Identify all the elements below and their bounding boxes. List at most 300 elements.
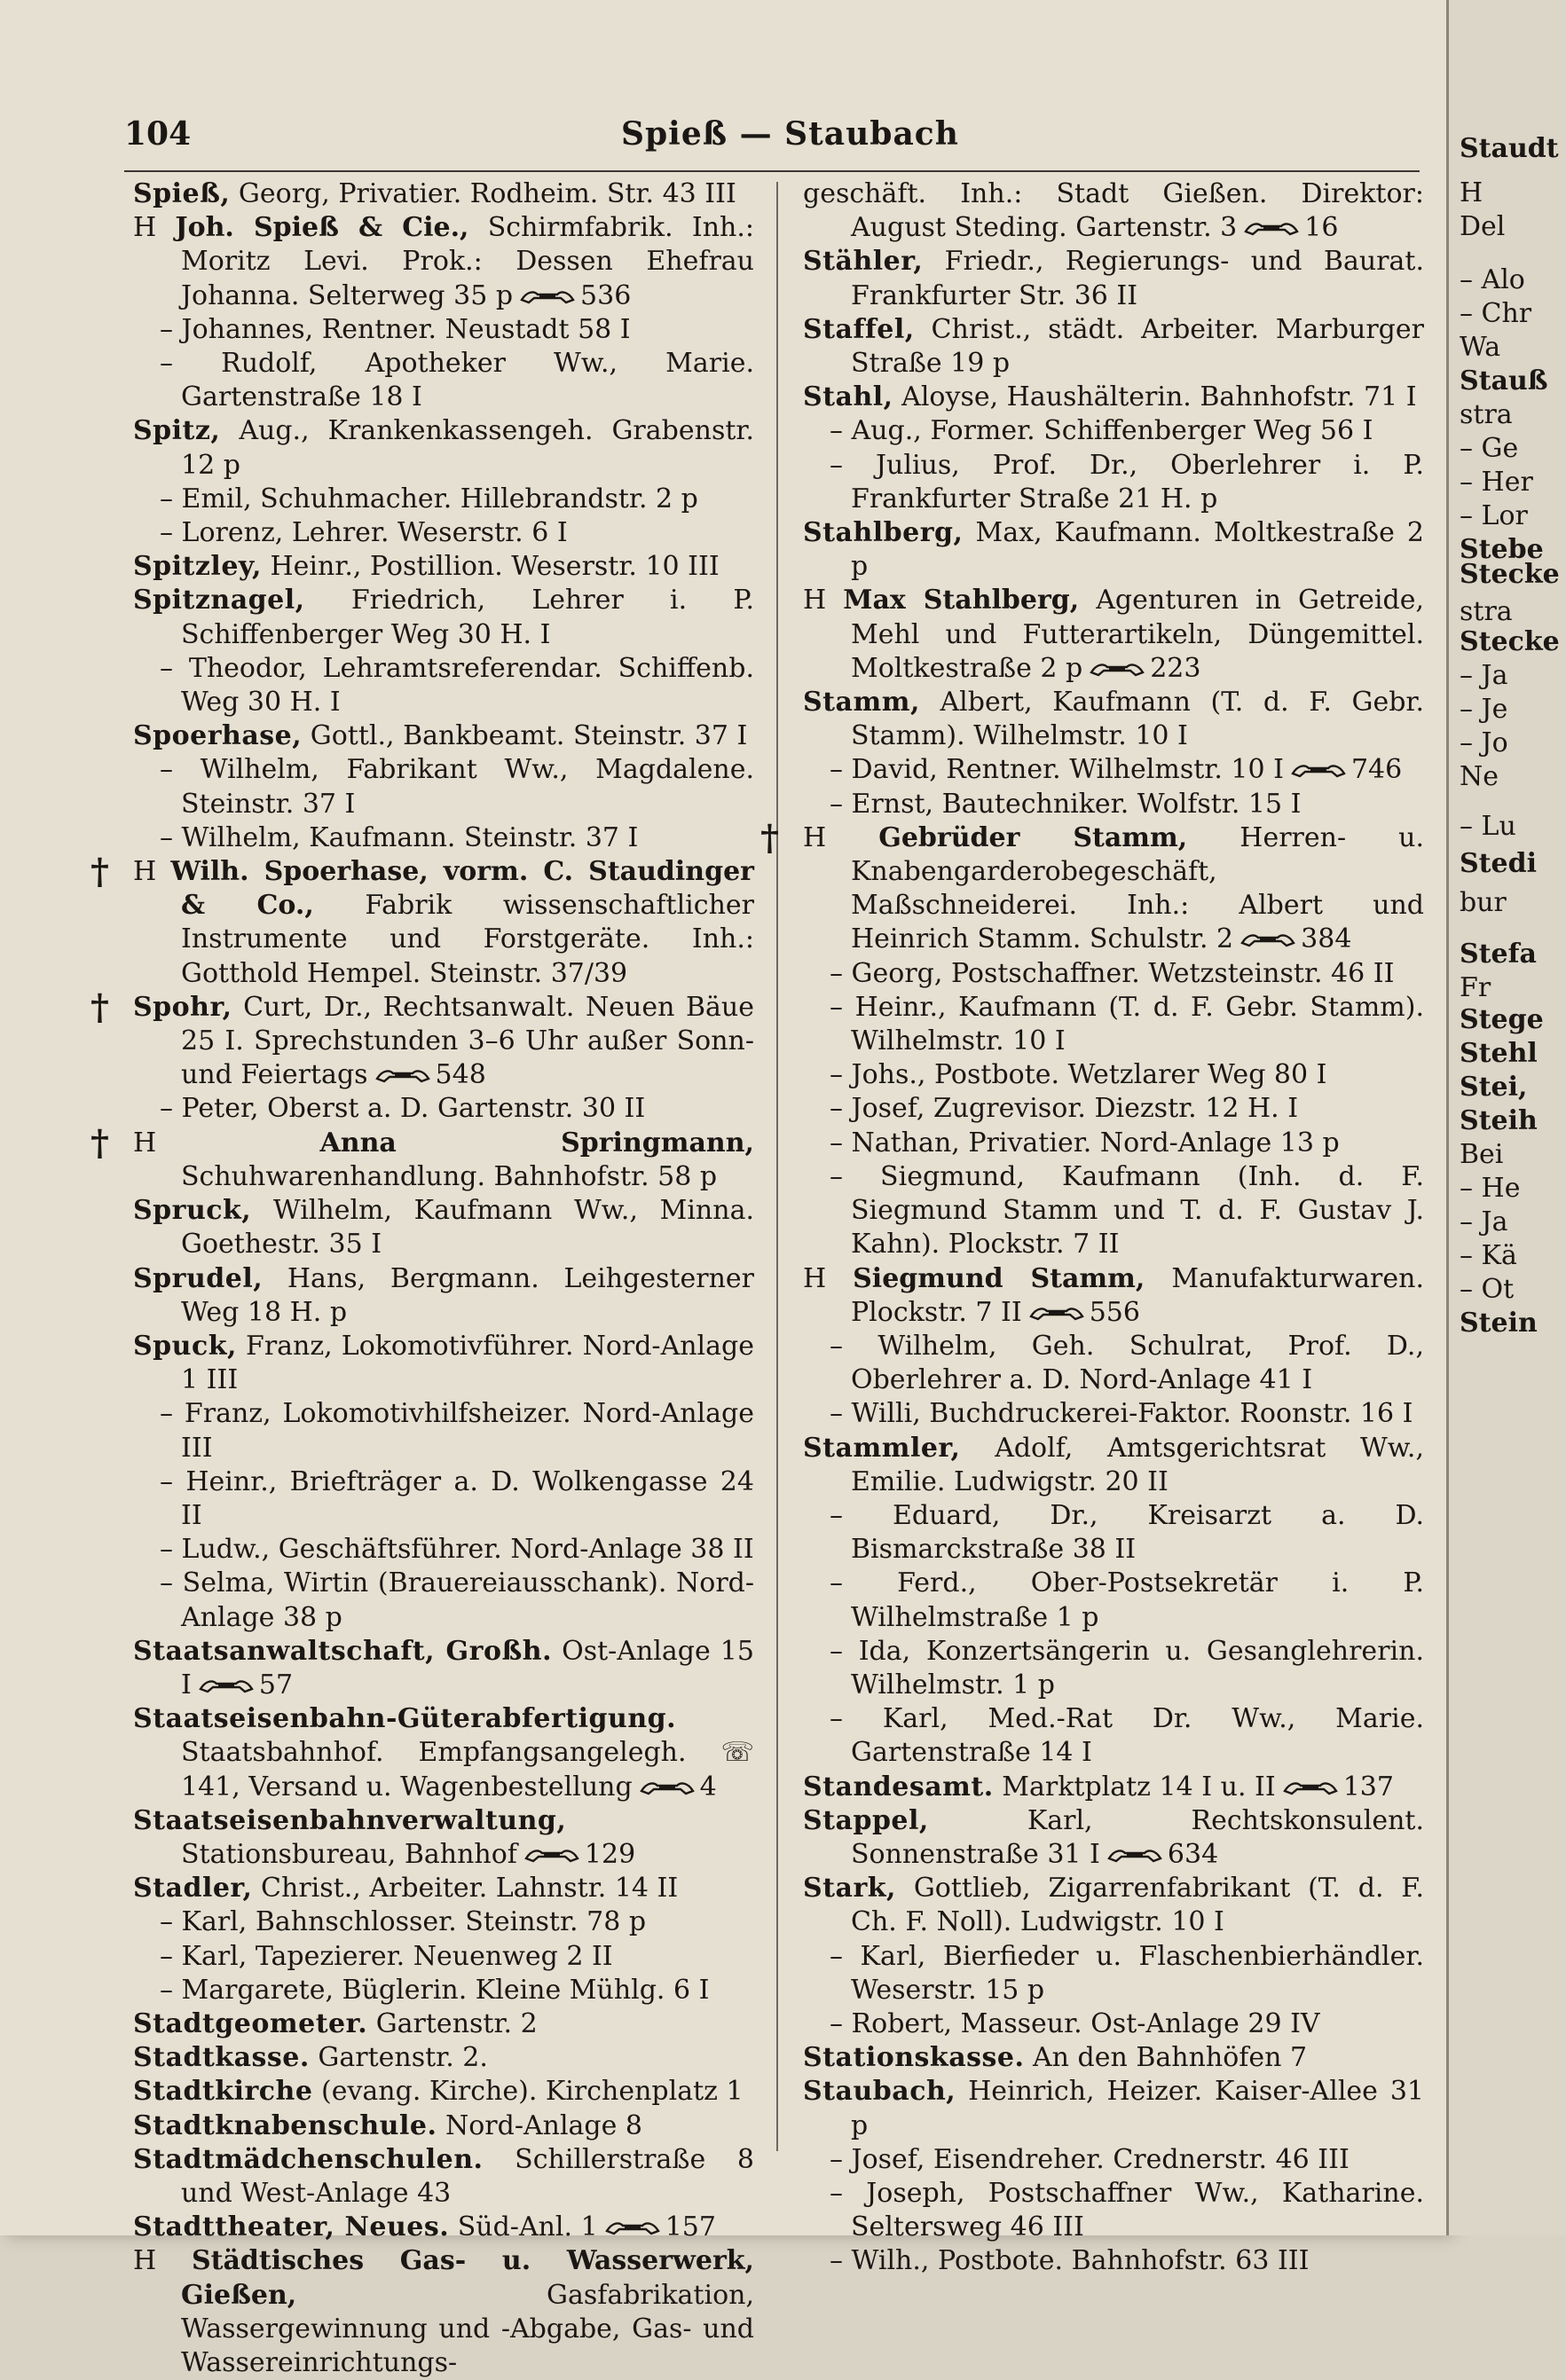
commercial-register-marker: H <box>803 1262 827 1294</box>
ditto-dash: – <box>830 1567 843 1599</box>
adjacent-page-fragment: bur <box>1460 887 1507 918</box>
directory-entry <box>90 1121 754 1194</box>
right-column <box>760 177 1424 2279</box>
entry-details: Johs., Postbote. Wetzlarer Weg 80 I <box>851 1059 1327 1091</box>
directory-entry <box>803 584 1424 686</box>
entry-details: Fabrik wissenschaftlicher Instrumente und Forstgeräte. Inh.: Gotthold Hempel. Steinstr. 37/39 <box>181 890 754 989</box>
firm-name: Städtisches Gas- u. Wasserwerk, Gießen, <box>181 2245 754 2311</box>
adjacent-page-fragment: – Chr <box>1460 298 1532 329</box>
phone-number: 223 <box>1150 652 1201 684</box>
ditto-dash: – <box>160 1567 173 1599</box>
directory-entry <box>90 986 754 1093</box>
entry-details: Siegmund, Kaufmann (Inh. d. F. Siegmund Stamm und T. d. F. Gustav J. Kahn). Plockstr. 7 II <box>851 1160 1424 1261</box>
ditto-dash: – <box>830 991 843 1023</box>
entry-surname: Spruck, <box>133 1195 252 1227</box>
directory-entry <box>803 414 1424 448</box>
entry-details: Willi, Buchdruckerei-Faktor. Roonstr. 16 I <box>851 1398 1413 1430</box>
directory-entry <box>803 991 1424 1058</box>
directory-entry <box>133 1804 754 1872</box>
ditto-dash: – <box>830 1940 843 1972</box>
entry-surname: Staatsanwaltschaft, Großh. <box>133 1635 553 1667</box>
directory-entry <box>803 1432 1424 1499</box>
entry-details: Emil, Schuhmacher. Hillebrandstr. 2 p <box>181 483 698 514</box>
telephone-handset-icon <box>524 1848 579 1864</box>
directory-entry <box>133 1330 754 1397</box>
directory-entry <box>133 2244 754 2380</box>
entry-details: Manufakturwaren. Plockstr. 7 II <box>851 1262 1424 1328</box>
adjacent-page-fragment: – Alo <box>1460 264 1525 295</box>
directory-entry <box>133 550 754 584</box>
ditto-dash: – <box>830 449 843 481</box>
directory-entry <box>803 313 1424 381</box>
entry-details: Friedr., Regierungs- und Baurat. Frankfurter Str. 36 II <box>851 246 1424 311</box>
directory-entry <box>803 1771 1424 1804</box>
ditto-dash: – <box>830 2143 843 2175</box>
ditto-dash: – <box>160 483 173 514</box>
directory-entry <box>803 788 1424 821</box>
adjacent-page-fragment: Stebe <box>1460 534 1544 565</box>
adjacent-page-fragment: – He <box>1460 1173 1521 1204</box>
entry-surname: Stadtknabenschule. <box>133 2109 437 2141</box>
adjacent-page-fragment: – Ge <box>1460 433 1519 464</box>
directory-entry <box>803 1330 1424 1397</box>
directory-entry <box>803 2244 1424 2278</box>
entry-details: Aug., Former. Schiffenberger Weg 56 I <box>851 415 1373 447</box>
firm-name: Gebrüder Stamm, <box>878 821 1188 853</box>
entry-details: Georg, Postschaffner. Wetzsteinstr. 46 II <box>851 957 1395 989</box>
entry-surname: Staubach, <box>803 2076 956 2108</box>
directory-entry <box>803 1872 1424 1939</box>
entry-details: Adolf, Amtsgerichtsrat Ww., Emilie. Ludwigstr. 20 II <box>851 1432 1424 1497</box>
telephone-handset-icon <box>605 2220 660 2236</box>
ditto-dash: – <box>160 1940 173 1972</box>
directory-entry <box>133 347 754 414</box>
phone-number: 556 <box>1089 1296 1140 1328</box>
ditto-dash: – <box>830 788 843 820</box>
directory-entry <box>803 1127 1424 1160</box>
adjacent-page-fragment: H <box>1460 177 1483 208</box>
commercial-register-marker: H <box>133 1127 157 1159</box>
firm-name: Anna Springmann, <box>319 1127 754 1159</box>
left-column <box>90 177 755 2380</box>
adjacent-page-fragment: Stei, <box>1460 1072 1528 1103</box>
entry-details: Gottlieb, Zigarrenfabrikant (T. d. F. Ch. F. Noll). Ludwigstr. 10 I <box>851 1873 1424 1938</box>
directory-entry <box>803 1499 1424 1567</box>
entry-details: Johannes, Rentner. Neustadt 58 I <box>181 313 631 345</box>
directory-entry <box>760 816 1424 957</box>
entry-details: Aloyse, Haushälterin. Bahnhofstr. 71 I <box>901 381 1417 413</box>
entry-surname: Standesamt. <box>803 1771 994 1803</box>
directory-entry <box>133 2041 754 2075</box>
directory-entry <box>803 381 1424 414</box>
directory-entry <box>133 1702 754 1804</box>
adjacent-page-fragment: – Ot <box>1460 1274 1515 1305</box>
ditto-dash: – <box>830 1398 843 1430</box>
phone-number: 137 <box>1342 1771 1394 1803</box>
handwritten-cross-mark: † <box>90 851 109 893</box>
entry-details: Staatsbahnhof. Empfangsangelegh. ☏ 141, Versand u. Wagenbestellung <box>181 1737 754 1803</box>
ditto-dash: – <box>830 1635 843 1667</box>
directory-entry <box>133 1940 754 1974</box>
entry-details: Aug., Krankenkassengeh. Grabenstr. 12 p <box>181 415 754 481</box>
entry-surname: Stark, <box>803 1873 896 1905</box>
directory-entry <box>133 1194 754 1261</box>
entry-details: Josef, Eisendreher. Crednerstr. 46 III <box>851 2143 1350 2175</box>
entry-details: Karl, Med.-Rat Dr. Ww., Marie. Gartenstraße 14 I <box>851 1703 1424 1769</box>
entry-details: Friedrich, Lehrer i. P. Schiffenberger Weg 30 H. I <box>181 585 754 650</box>
entry-surname: Stähler, <box>803 246 924 278</box>
entry-details: Ludw., Geschäftsführer. Nord-Anlage 38 II <box>181 1534 754 1566</box>
directory-entry <box>803 1702 1424 1770</box>
ditto-dash: – <box>160 348 173 380</box>
page-header <box>124 115 1420 169</box>
phone-number: 384 <box>1301 923 1352 955</box>
adjacent-page-fragment: Wa <box>1460 332 1501 363</box>
entry-surname: Stadtmädchenschulen. <box>133 2143 484 2175</box>
directory-entry <box>133 483 754 516</box>
commercial-register-marker: H <box>133 2245 157 2277</box>
entry-details: Joseph, Postschaffner Ww., Katharine. Seltersweg 46 III <box>851 2177 1424 2243</box>
phone-number: 4 <box>699 1771 717 1803</box>
directory-entry <box>133 753 754 821</box>
adjacent-page-fragment: Stege <box>1460 1004 1544 1035</box>
column-divider <box>776 182 778 2151</box>
entry-surname: Stadler, <box>133 1873 253 1905</box>
entry-surname: Stadtkirche <box>133 2076 313 2108</box>
commercial-register-marker: H <box>803 821 827 853</box>
ditto-dash: – <box>830 1127 843 1159</box>
directory-entry <box>133 177 754 211</box>
entry-surname: Stammler, <box>803 1432 961 1464</box>
entry-details: geschäft. Inh.: Stadt Gießen. Direktor: August Steding. Gartenstr. 3 <box>803 178 1424 244</box>
entry-surname: Stahl, <box>803 381 893 413</box>
telephone-handset-icon <box>1107 1848 1162 1864</box>
commercial-register-marker: H <box>133 856 157 888</box>
telephone-handset-icon <box>1291 763 1346 779</box>
adjacent-page-fragment: Steih <box>1460 1105 1538 1136</box>
adjacent-page-fragment: – Lor <box>1460 500 1528 531</box>
entry-surname: Sprudel, <box>133 1262 264 1294</box>
ditto-dash: – <box>160 1093 173 1125</box>
firm-name: Joh. Spieß & Cie., <box>175 212 469 244</box>
entry-details: Heinr., Kaufmann (T. d. F. Gebr. Stamm). Wilhelmstr. 10 I <box>851 991 1424 1057</box>
entry-surname: Stamm, <box>803 687 920 719</box>
entry-details: Agenturen in Getreide, Mehl und Futterartikeln, Düngemittel. Moltkestraße 2 p <box>851 585 1424 684</box>
ditto-dash: – <box>830 1160 843 1192</box>
entry-surname: Staatseisenbahnverwaltung, <box>133 1804 567 1836</box>
entry-details: Gartenstr. 2 <box>375 2007 538 2039</box>
entry-details: Ernst, Bautechniker. Wolfstr. 15 I <box>851 788 1302 820</box>
directory-entry <box>803 2143 1424 2177</box>
entry-surname: Staatseisenbahn-Güterabfertigung. <box>133 1703 677 1735</box>
ditto-dash: – <box>160 1906 173 1938</box>
entry-details: Heinr., Postillion. Weserstr. 10 III <box>270 551 720 583</box>
directory-entry <box>133 1872 754 1905</box>
entry-details: Josef, Zugrevisor. Diezstr. 12 H. I <box>851 1093 1299 1125</box>
adjacent-page-fragment: Ne <box>1460 761 1499 792</box>
ditto-dash: – <box>160 313 173 345</box>
entry-details: Wilh., Postbote. Bahnhofstr. 63 III <box>851 2245 1310 2277</box>
telephone-handset-icon <box>1029 1306 1084 1322</box>
entry-details: Herren- u. Knabengarderobegeschäft, Maßschneiderei. Inh.: Albert und Heinrich Stamm. Schulstr. 2 <box>851 821 1424 955</box>
adjacent-page-fragment: Stehl <box>1460 1038 1538 1069</box>
telephone-handset-icon <box>640 1780 695 1796</box>
entry-surname: Spoerhase, <box>133 720 303 752</box>
directory-entry <box>133 1262 754 1330</box>
phone-number: 16 <box>1304 212 1339 244</box>
entry-details: (evang. Kirche). Kirchenplatz 1 <box>321 2076 744 2108</box>
ditto-dash: – <box>830 2245 843 2277</box>
entry-details: Wilhelm, Geh. Schulrat, Prof. D., Oberlehrer a. D. Nord-Anlage 41 I <box>851 1330 1424 1396</box>
entry-details: Karl, Bahnschlosser. Steinstr. 78 p <box>181 1906 647 1938</box>
entry-details: Ost-Anlage 15 I <box>181 1635 754 1701</box>
entry-details: Karl, Tapezierer. Neuenweg 2 II <box>181 1940 613 1972</box>
entry-surname: Spitz, <box>133 415 221 447</box>
commercial-register-marker: H <box>133 212 157 244</box>
directory-entry <box>133 1092 754 1126</box>
adjacent-page-edge <box>1446 0 1566 2235</box>
directory-entry <box>133 1465 754 1533</box>
directory-entry <box>803 1940 1424 2007</box>
adjacent-page-fragment: Stecke <box>1460 559 1560 590</box>
directory-entry <box>803 245 1424 312</box>
entry-surname: Spuck, <box>133 1330 237 1362</box>
directory-entry <box>133 719 754 753</box>
directory-entry <box>133 821 754 855</box>
ditto-dash: – <box>160 652 173 684</box>
directory-entry <box>803 1397 1424 1431</box>
entry-details: Gottl., Bankbeamt. Steinstr. 37 I <box>310 720 748 752</box>
entry-details: Margarete, Büglerin. Kleine Mühlg. 6 I <box>181 1974 710 2006</box>
directory-entry <box>803 1092 1424 1126</box>
ditto-dash: – <box>830 415 843 447</box>
entry-surname: Spohr, <box>133 991 232 1023</box>
header-rule <box>124 170 1420 172</box>
ditto-dash: – <box>160 1465 173 1497</box>
phone-number: 634 <box>1167 1838 1219 1870</box>
entry-details: Nord-Anlage 8 <box>445 2109 643 2141</box>
directory-entry <box>133 652 754 719</box>
entry-surname: Spieß, <box>133 178 231 209</box>
directory-entry <box>803 177 1424 245</box>
ditto-dash: – <box>830 1703 843 1735</box>
ditto-dash: – <box>830 1499 843 1531</box>
telephone-handset-icon <box>1090 662 1145 678</box>
directory-entry <box>803 1160 1424 1262</box>
directory-entry <box>133 1635 754 1702</box>
directory-entry <box>133 584 754 651</box>
directory-entry <box>133 1974 754 2007</box>
entry-details: Selma, Wirtin (Brauereiausschank). Nord-Anlage 38 p <box>181 1567 754 1633</box>
running-title: Spieß — Staubach <box>621 115 959 153</box>
adjacent-page-fragment: Stein <box>1460 1308 1538 1339</box>
directory-entry <box>133 1397 754 1465</box>
adjacent-page-fragment: – Kä <box>1460 1240 1517 1271</box>
ditto-dash: – <box>160 1534 173 1566</box>
entry-details: Max, Kaufmann. Moltkestraße 2 p <box>851 517 1424 583</box>
handwritten-cross-mark: † <box>90 986 109 1028</box>
firm-name: Max Stahlberg, <box>843 585 1080 617</box>
directory-entry <box>133 313 754 347</box>
entry-details: Schirmfabrik. Inh.: Moritz Levi. Prok.: Dessen Ehefrau Johanna. Selterweg 35 p <box>181 212 755 311</box>
entry-surname: Stadtkasse. <box>133 2042 310 2074</box>
telephone-handset-icon <box>1283 1780 1338 1796</box>
entry-details: Christ., städt. Arbeiter. Marburger Straße 19 p <box>851 313 1424 380</box>
directory-entry <box>133 2143 754 2211</box>
entry-details: Heinrich, Heizer. Kaiser-Allee 31 p <box>851 2076 1424 2141</box>
directory-entry <box>133 2211 754 2244</box>
ditto-dash: – <box>830 1059 843 1091</box>
entry-surname: Stahlberg, <box>803 517 964 549</box>
firm-name: Siegmund Stamm, <box>853 1262 1145 1294</box>
adjacent-page-fragment: – Ja <box>1460 1206 1508 1237</box>
entry-details: Franz, Lokomotivführer. Nord-Anlage 1 III <box>181 1330 754 1396</box>
entry-details: David, Rentner. Wilhelmstr. 10 I <box>851 754 1284 786</box>
adjacent-page-fragment: – Je <box>1460 694 1508 725</box>
entry-surname: Spitzley, <box>133 551 262 583</box>
ditto-dash: – <box>830 957 843 989</box>
directory-entry <box>133 1533 754 1567</box>
adjacent-page-fragment: stra <box>1460 596 1513 627</box>
adjacent-page-fragment: – Ja <box>1460 660 1508 691</box>
ditto-dash: – <box>160 1974 173 2006</box>
directory-entry <box>803 516 1424 584</box>
adjacent-page-fragment: – Jo <box>1460 727 1508 758</box>
entry-details: Georg, Privatier. Rodheim. Str. 43 III <box>238 178 736 209</box>
telephone-handset-icon <box>1244 221 1299 237</box>
directory-entry <box>133 516 754 550</box>
handwritten-cross-mark: † <box>760 816 779 859</box>
entry-details: Süd-Anl. 1 <box>457 2211 598 2243</box>
entry-surname: Spitznagel, <box>133 585 305 617</box>
phone-number: 57 <box>258 1669 294 1701</box>
directory-entry <box>803 1262 1424 1330</box>
telephone-handset-icon <box>199 1678 254 1694</box>
directory-entry <box>803 2177 1424 2244</box>
directory-entry <box>803 1567 1424 1634</box>
ditto-dash: – <box>830 1330 843 1362</box>
entry-details: Gasfabrikation, Wassergewinnung und -Abgabe, Gas- und Wassereinrichtungs- <box>181 2279 754 2378</box>
directory-entry <box>803 957 1424 991</box>
entry-details: Wilhelm, Kaufmann. Steinstr. 37 I <box>181 821 639 853</box>
ditto-dash: – <box>160 517 173 549</box>
entry-details: Franz, Lokomotivhilfsheizer. Nord-Anlage III <box>181 1398 754 1464</box>
telephone-handset-icon <box>375 1068 430 1084</box>
directory-entry <box>133 211 754 313</box>
telephone-handset-icon <box>520 289 575 305</box>
entry-surname: Stationskasse. <box>803 2042 1025 2074</box>
entry-details: Gartenstr. 2. <box>318 2042 488 2074</box>
directory-entry <box>803 1804 1424 1872</box>
directory-entry <box>133 2109 754 2143</box>
entry-details: Schillerstraße 8 und West-Anlage 43 <box>181 2143 754 2209</box>
entry-details: Schuhwarenhandlung. Bahnhofstr. 58 p <box>181 1160 718 1192</box>
ditto-dash: – <box>830 1093 843 1125</box>
directory-entry <box>803 449 1424 516</box>
directory-entry <box>803 1058 1424 1092</box>
adjacent-page-fragment: – Her <box>1460 467 1533 498</box>
entry-details: Julius, Prof. Dr., Oberlehrer i. P. Frankfurter Straße 21 H. p <box>851 449 1424 514</box>
adjacent-page-fragment: – Lu <box>1460 811 1516 842</box>
directory-entry <box>803 753 1424 787</box>
entry-details: Marktplatz 14 I u. II <box>1002 1771 1276 1803</box>
adjacent-page-fragment: Stedi <box>1460 848 1537 879</box>
entry-surname: Staffel, <box>803 313 915 345</box>
entry-details: Karl, Bierfieder u. Flaschenbierhändler. Weserstr. 15 p <box>851 1940 1424 2006</box>
adjacent-page-fragment: Fr <box>1460 972 1491 1003</box>
entry-details: Robert, Masseur. Ost-Anlage 29 IV <box>851 2007 1320 2039</box>
entry-details: Curt, Dr., Rechtsanwalt. Neuen Bäue 25 I. Sprechstunden 3–6 Uhr außer Sonn- und Feiertags <box>181 991 754 1091</box>
directory-entry <box>133 2007 754 2041</box>
adjacent-page-fragment: Staudt <box>1460 133 1559 164</box>
telephone-handset-icon <box>1240 932 1295 948</box>
entry-details: Hans, Bergmann. Leihgesterner Weg 18 H. p <box>181 1262 754 1328</box>
entry-details: Christ., Arbeiter. Lahnstr. 14 II <box>261 1873 679 1905</box>
ditto-dash: – <box>830 2007 843 2039</box>
entry-surname: Stadttheater, Neues. <box>133 2211 450 2243</box>
entry-surname: Stappel, <box>803 1804 929 1836</box>
directory-entry <box>90 851 754 991</box>
ditto-dash: – <box>160 821 173 853</box>
entry-details: Stationsbureau, Bahnhof <box>181 1838 517 1870</box>
directory-entry <box>133 1567 754 1634</box>
entry-details: Ferd., Ober-Postsekretär i. P. Wilhelmstraße 1 p <box>851 1567 1424 1633</box>
adjacent-page-fragment: Stecke <box>1460 626 1560 657</box>
directory-entry <box>803 686 1424 753</box>
phone-number: 536 <box>580 279 632 311</box>
adjacent-page-fragment: Stauß <box>1460 365 1548 397</box>
adjacent-page-fragment: Del <box>1460 211 1506 242</box>
phone-number: 548 <box>435 1059 486 1091</box>
entry-details: Nathan, Privatier. Nord-Anlage 13 p <box>851 1127 1340 1159</box>
directory-entry <box>803 2075 1424 2142</box>
directory-entry <box>133 2075 754 2109</box>
entry-details: Rudolf, Apotheker Ww., Marie. Gartenstraße 18 I <box>181 348 754 413</box>
entry-details: Ida, Konzertsängerin u. Gesanglehrerin. Wilhelmstr. 1 p <box>851 1635 1424 1701</box>
page-number: 104 <box>124 115 192 153</box>
entry-details: An den Bahnhöfen 7 <box>1033 2042 1308 2074</box>
adjacent-page-fragment: stra <box>1460 399 1513 430</box>
adjacent-page-fragment: Stefa <box>1460 939 1537 970</box>
phone-number: 129 <box>584 1838 636 1870</box>
handwritten-cross-mark: † <box>90 1121 109 1164</box>
directory-entry <box>133 1905 754 1939</box>
entry-details: Lorenz, Lehrer. Weserstr. 6 I <box>181 517 568 549</box>
entry-details: Wilhelm, Fabrikant Ww., Magdalene. Steinstr. 37 I <box>181 754 754 820</box>
directory-entry <box>133 414 754 482</box>
adjacent-page-fragment: Bei <box>1460 1139 1504 1170</box>
ditto-dash: – <box>830 2177 843 2209</box>
directory-entry <box>803 2041 1424 2075</box>
entry-surname: Stadtgeometer. <box>133 2007 368 2039</box>
entry-details: Eduard, Dr., Kreisarzt a. D. Bismarckstraße 38 II <box>851 1499 1424 1566</box>
entry-details: Karl, Rechtskonsulent. Sonnenstraße 31 I <box>851 1804 1424 1870</box>
directory-entry <box>803 1635 1424 1702</box>
commercial-register-marker: H <box>803 585 827 617</box>
ditto-dash: – <box>160 754 173 786</box>
entry-details: Peter, Oberst a. D. Gartenstr. 30 II <box>181 1093 646 1125</box>
phone-number: 157 <box>665 2211 716 2243</box>
entry-details: Wilhelm, Kaufmann Ww., Minna. Goethestr. 35 I <box>181 1195 754 1261</box>
entry-details: Theodor, Lehramtsreferendar. Schiffenb. Weg 30 H. I <box>181 652 754 719</box>
entry-details: Heinr., Briefträger a. D. Wolkengasse 24 II <box>181 1465 754 1531</box>
phone-number: 746 <box>1350 754 1403 786</box>
entry-details: Albert, Kaufmann (T. d. F. Gebr. Stamm). Wilhelmstr. 10 I <box>851 687 1424 752</box>
ditto-dash: – <box>160 1398 173 1430</box>
ditto-dash: – <box>830 754 843 786</box>
directory-entry <box>803 2007 1424 2041</box>
firm-name: Wilh. Spoerhase, vorm. C. Staudinger & Co., <box>170 856 754 922</box>
